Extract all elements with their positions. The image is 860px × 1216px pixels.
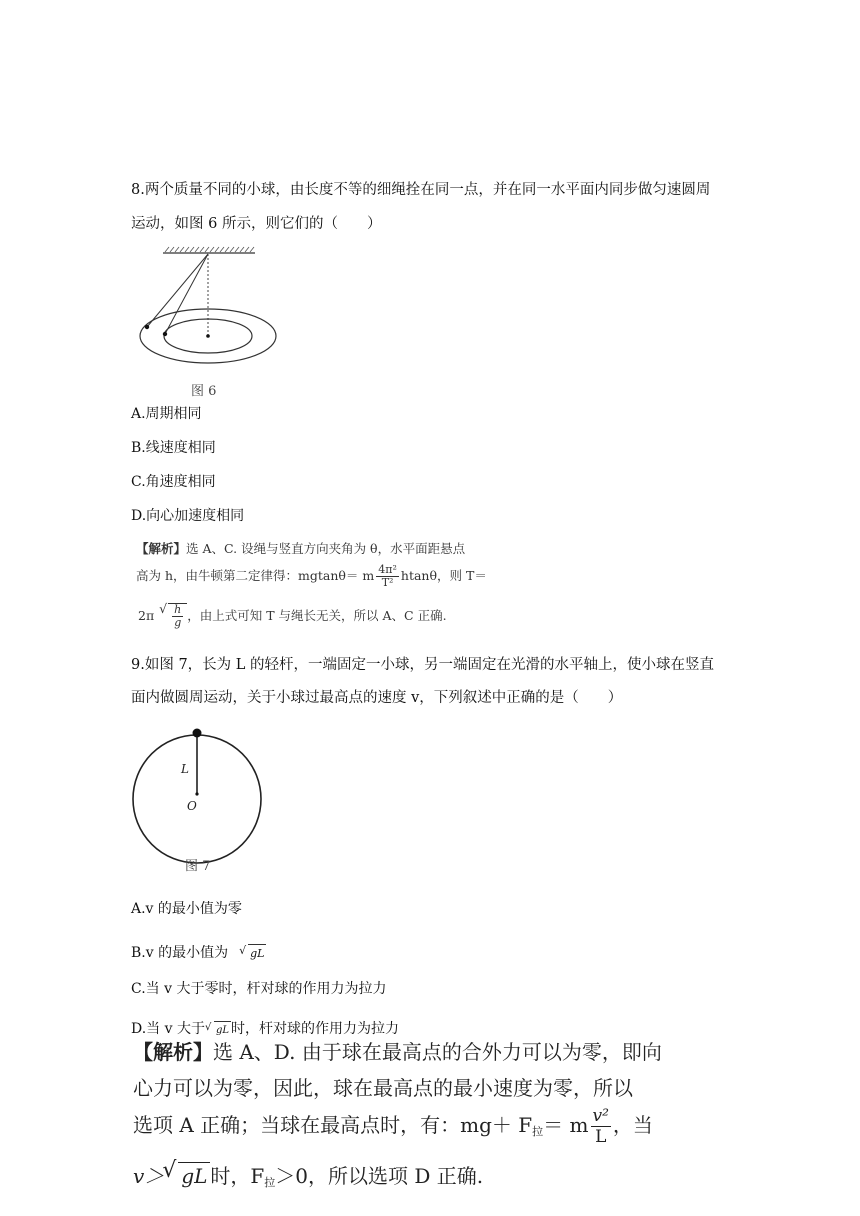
figure-6-caption: 图 6	[191, 384, 217, 399]
q8-analysis-line2: 高为 h，由牛顿第二定律得：mgtanθ＝ m $\frac{\text{4π²}}{\text{T²}}$ htanθ，则 T＝	[136, 563, 487, 589]
q9-analysis-line1: 【解析】选 A、D. 由于球在最高点的合外力可以为零，即向	[133, 1040, 662, 1064]
q8-option-d: D.向心加速度相同	[131, 508, 245, 524]
q9-option-c: C.当 v 大于零时，杆对球的作用力为拉力	[131, 981, 387, 997]
figure-7-label-O: O	[187, 799, 197, 813]
q9-analysis-line2: 心力可以为零，因此，球在最高点的最小速度为零，所以	[133, 1076, 633, 1100]
q9-analysis-tag: 【解析】	[133, 1040, 213, 1064]
q8-stem-line1: 8.两个质量不同的小球，由长度不等的细绳拴在同一点，并在同一水平面内同步做匀速圆周	[131, 182, 711, 198]
q8-stem-line2: 运动，如图 6 所示，则它们的（ ）	[131, 216, 382, 232]
q9-stem-line1: 9.如图 7，长为 L 的轻杆，一端固定一小球，另一端固定在光滑的水平轴上，使小球在竖直	[131, 657, 715, 673]
q9-sqrt: √ gL	[178, 1162, 210, 1189]
q8-analysis-tag: 【解析】	[136, 541, 187, 556]
q8-option-a: A.周期相同	[131, 406, 202, 422]
q8-option-c: C.角速度相同	[131, 474, 216, 490]
figure-7-caption: 图 7	[185, 859, 211, 874]
q9-option-a: A.v 的最小值为零	[131, 901, 242, 917]
figure-6-conical-pendulum	[135, 244, 285, 374]
q8-analysis-line1: 【解析】选 A、C. 设绳与竖直方向夹角为 θ，水平面距悬点	[136, 541, 466, 556]
q8-analysis-line3: 2π √ $\frac{h}{g}$ ，由上式可知 T 与绳长无关，所以 A、C 正确.	[138, 603, 447, 629]
figure-7-label-L: L	[181, 762, 189, 776]
q9-option-d: D.当 v 大于√ gL 时，杆对球的作用力为拉力	[131, 1020, 399, 1040]
q9-stem-line2: 面内做圆周运动，关于小球过最高点的速度 v，下列叙述中正确的是（ ）	[131, 690, 623, 706]
q8-fraction: $\frac{\text{4π²}}{\text{T²}}$	[378, 563, 397, 589]
q9-option-b: B.v 的最小值为√ gL	[131, 944, 266, 963]
q9-analysis-line4: v＞√ gL 时，$F_拉>0$，所以选项 D 正确.	[133, 1162, 483, 1196]
q9-fraction: $\frac{\text{v²}}{L}$	[592, 1106, 609, 1147]
q8-option-b: B.线速度相同	[131, 440, 216, 456]
q8-sqrt: √ $\frac{h}{g}$	[168, 603, 187, 629]
q9-analysis-line3: 选项 A 正确；当球在最高点时，有：$mg+ F_拉= m$ $\frac{\text{v²}}{L}$ ，当	[133, 1106, 653, 1147]
